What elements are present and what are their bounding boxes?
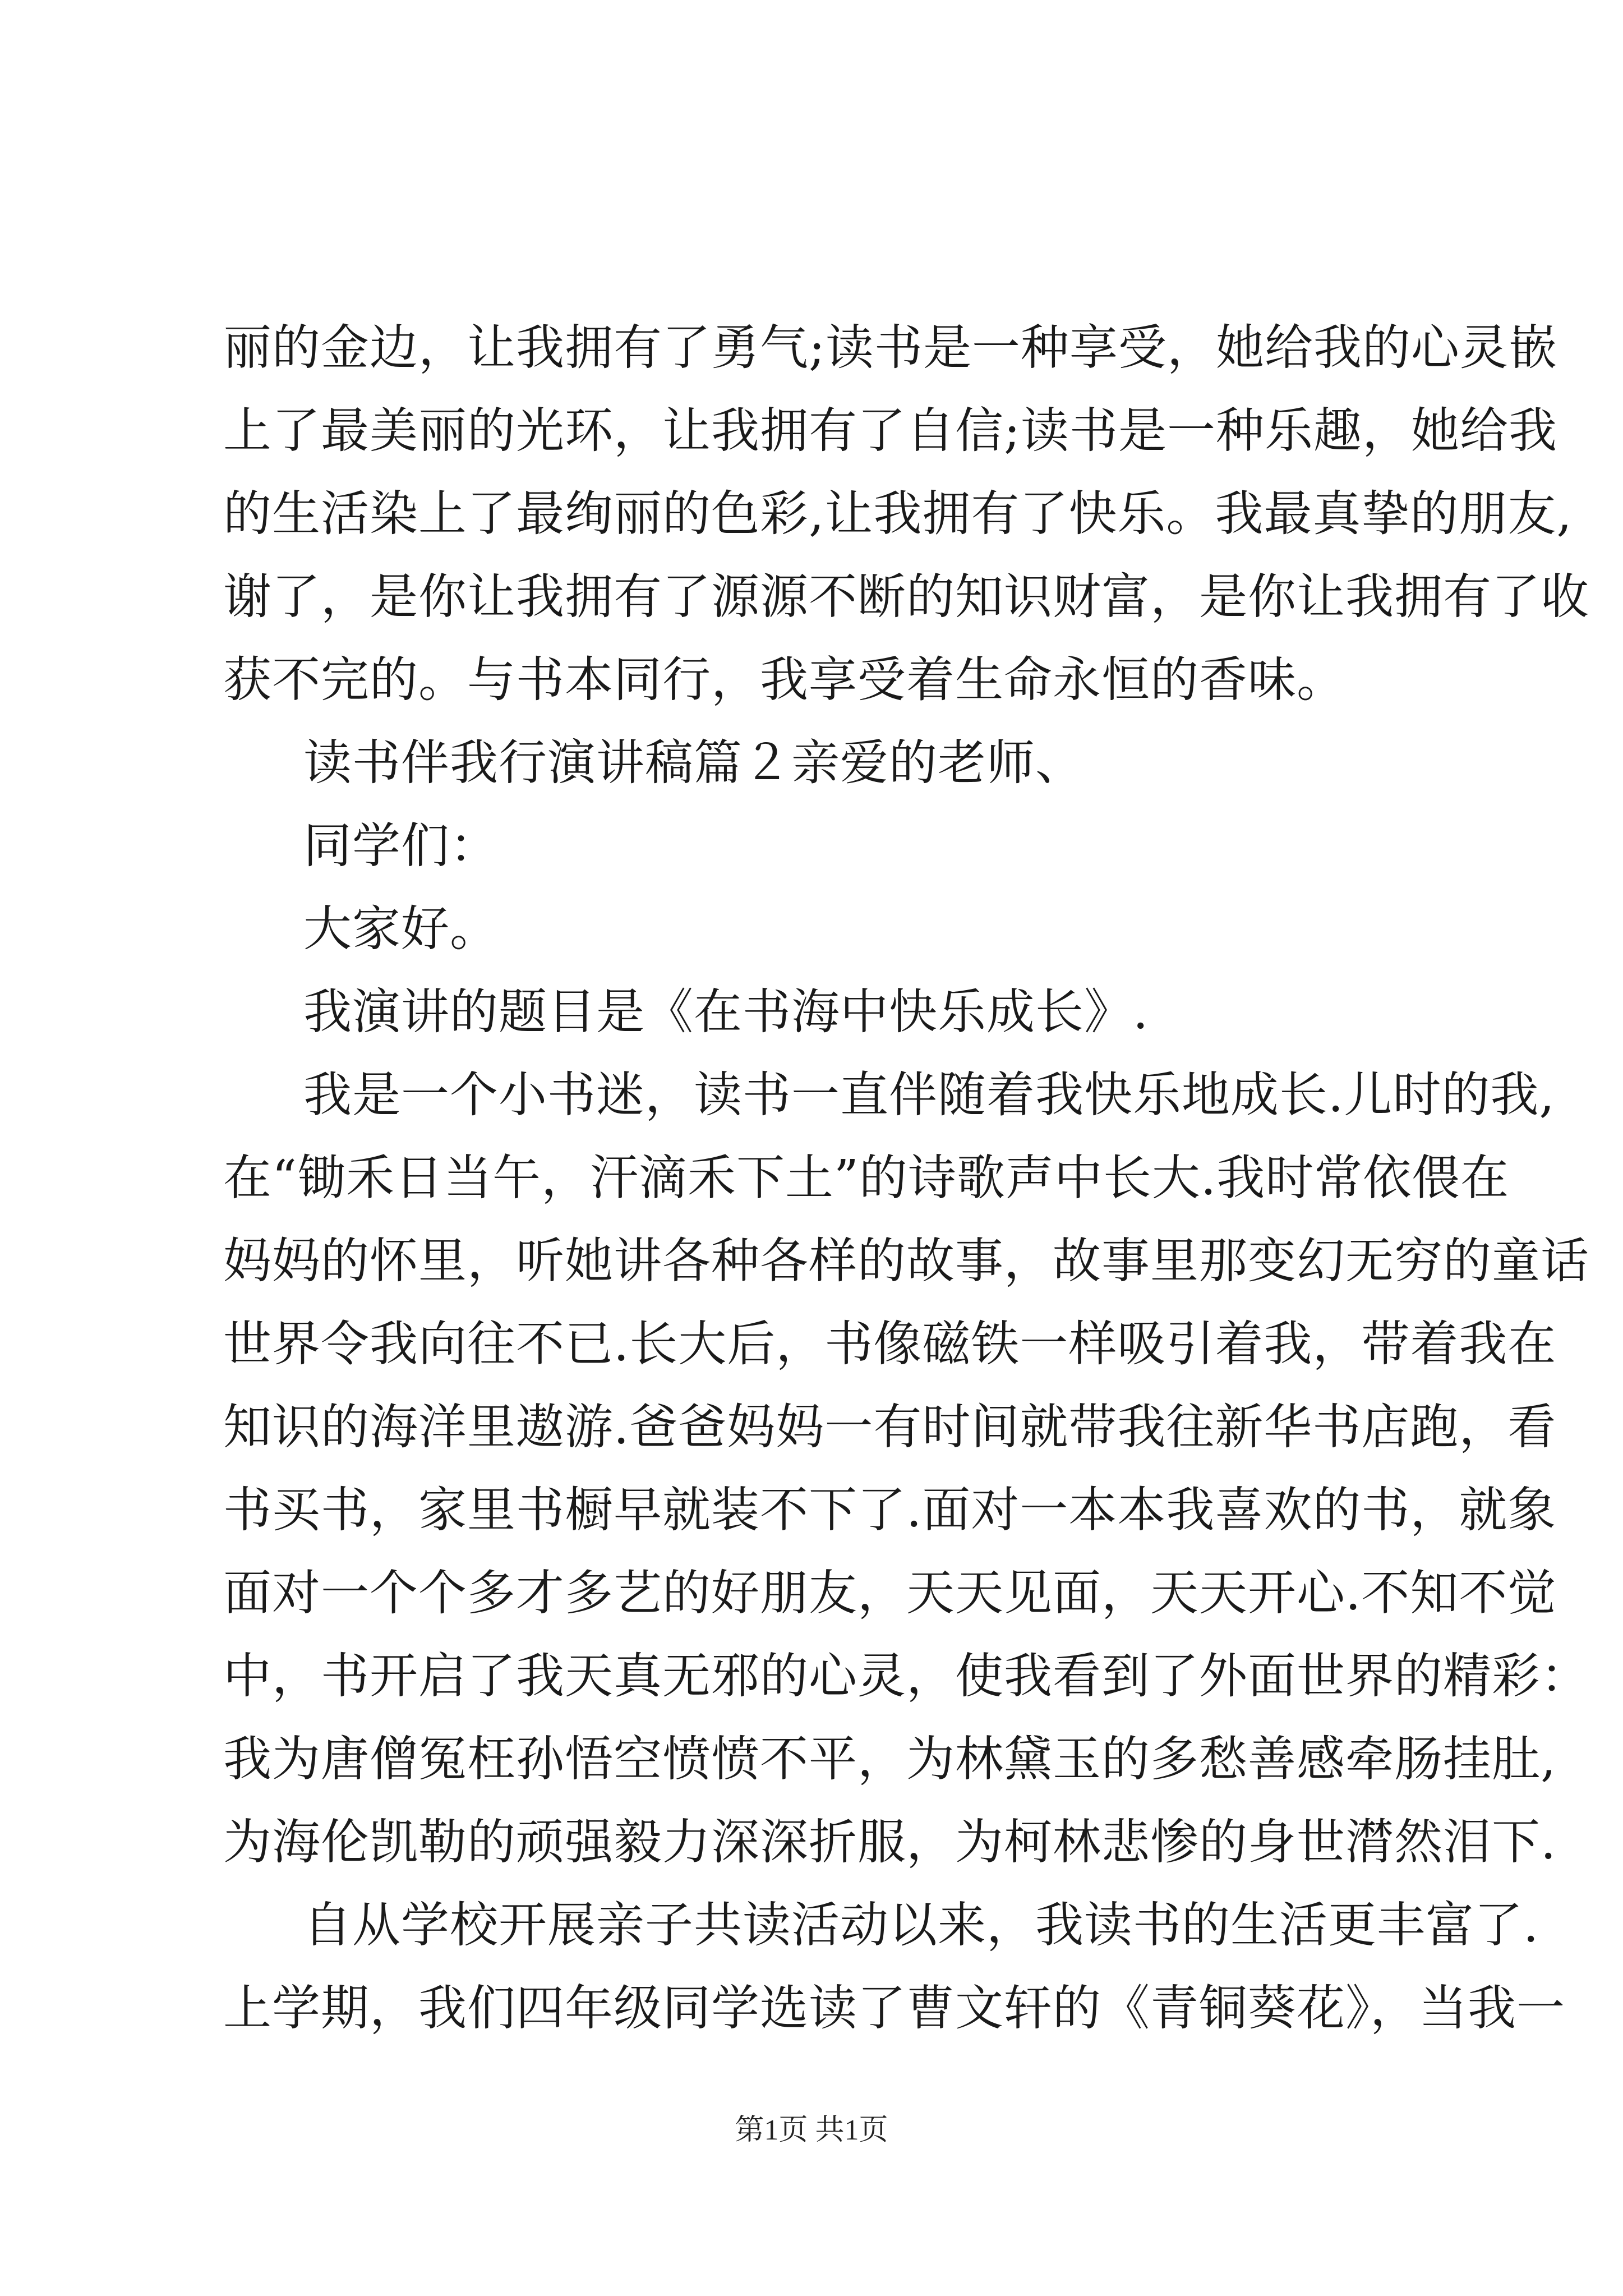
section-heading: 读书伴我行演讲稿篇２亲爱的老师、 (303, 735, 1084, 791)
text-line: 妈妈的怀里，听她讲各种各样的故事，故事里那变幻无穷的童话 (223, 1233, 1589, 1289)
text-line: 知识的海洋里遨游.爸爸妈妈一有时间就带我往新华书店跑，看 (223, 1399, 1557, 1455)
text-line: 我为唐僧冤枉孙悟空愤愤不平，为林黛玉的多愁善感牵肠挂肚, (223, 1731, 1557, 1787)
salutation: 同学们： (303, 818, 499, 874)
text-line: 自从学校开展亲子共读活动以来，我读书的生活更丰富了. (303, 1897, 1539, 1953)
speech-title-line: 我演讲的题目是《在书海中快乐成长》. (303, 984, 1149, 1040)
text-line: 面对一个个多才多艺的好朋友，天天见面，天天开心.不知不觉 (223, 1565, 1557, 1621)
greeting: 大家好。 (303, 901, 499, 957)
text-line: 世界令我向往不已.长大后，书像磁铁一样吸引着我，带着我在 (223, 1316, 1557, 1372)
text-line: 在“锄禾日当午，汗滴禾下土”的诗歌声中长大.我时常依偎在 (223, 1150, 1510, 1206)
text-line: 我是一个小书迷，读书一直伴随着我快乐地成长.儿时的我, (303, 1067, 1555, 1123)
text-line: 为海伦凯勒的顽强毅力深深折服，为柯林悲惨的身世潸然泪下. (223, 1814, 1557, 1870)
text-line: 获不完的。与书本同行，我享受着生命永恒的香味。 (223, 652, 1345, 708)
text-line: 的生活染上了最绚丽的色彩,让我拥有了快乐。我最真挚的朋友, (223, 486, 1573, 542)
text-line: 上学期，我们四年级同学选读了曹文轩的《青铜葵花》，当我一 (223, 1980, 1565, 2036)
text-line: 谢了，是你让我拥有了源源不断的知识财富，是你让我拥有了收 (223, 569, 1589, 625)
text-line: 丽的金边，让我拥有了勇气;读书是一种享受，她给我的心灵嵌 (223, 320, 1557, 376)
text-line: 书买书，家里书橱早就装不下了.面对一本本我喜欢的书，就象 (223, 1482, 1557, 1538)
page-number-footer: 第1页 共1页 (735, 2114, 888, 2146)
text-line: 中，书开启了我天真无邪的心灵，使我看到了外面世界的精彩： (223, 1648, 1589, 1704)
text-line: 上了最美丽的光环，让我拥有了自信;读书是一种乐趣，她给我 (223, 403, 1557, 459)
